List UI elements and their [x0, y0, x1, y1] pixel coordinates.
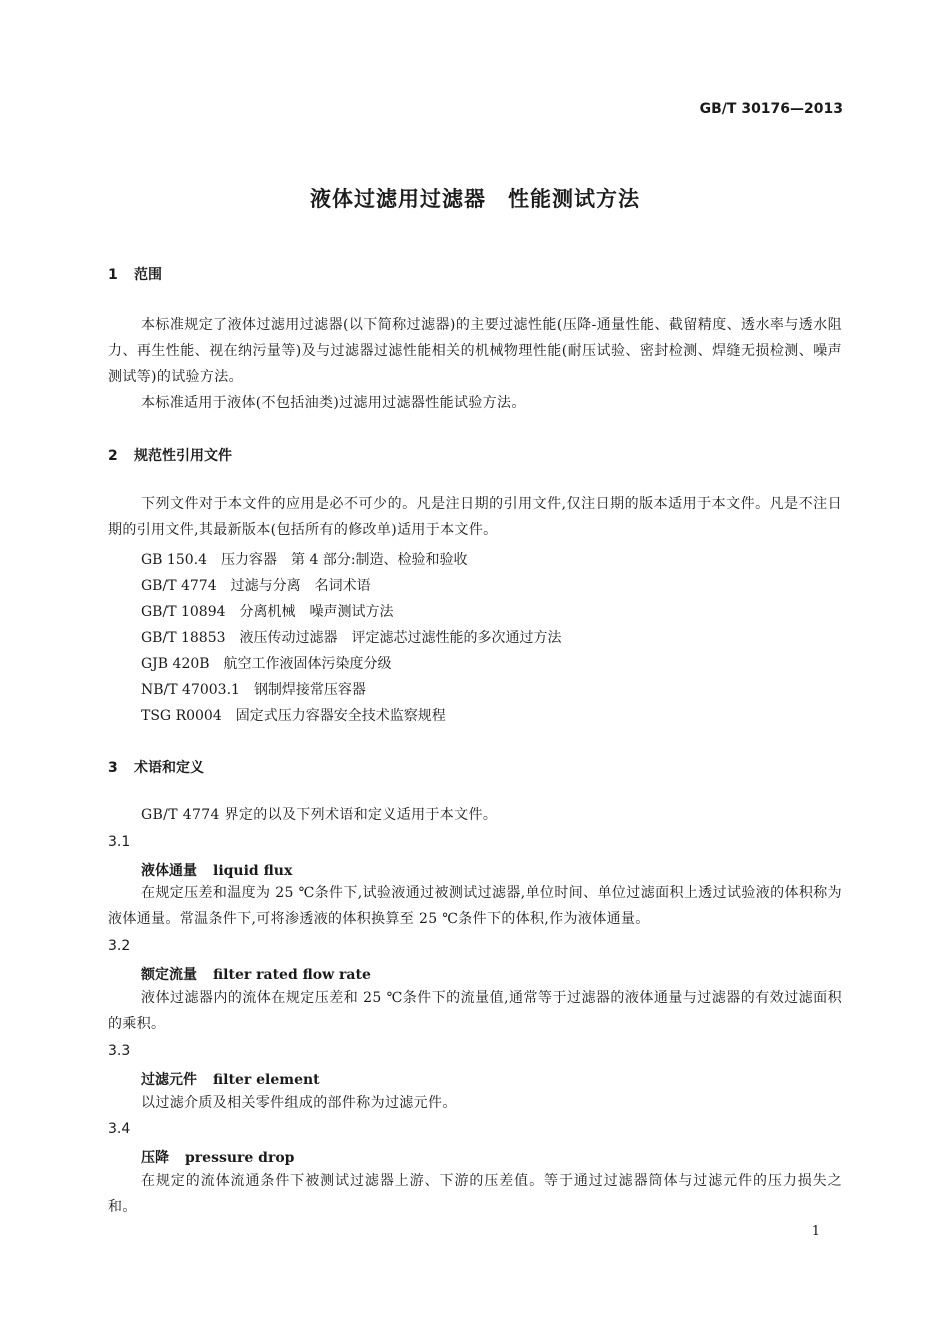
term-definition: 在规定压差和温度为 25 ℃条件下,试验液通过被测试过滤器,单位时间、单位过滤面积上透过试验液的体积称为液体通量。常温条件下,可将渗透液的体积换算至 25 ℃条件下的体积,作为液体通量。: [108, 885, 842, 927]
term-number: 3.4: [108, 1121, 131, 1137]
term-number: 3.3: [108, 1043, 131, 1059]
reference-name: 分离机械 噪声测试方法: [239, 604, 394, 620]
section-title: 范围: [134, 267, 162, 283]
document-title: 液体过滤用过滤器 性能测试方法: [310, 187, 640, 211]
section-number: 3: [108, 760, 118, 776]
reference-name: 航空工作液固体污染度分级: [223, 656, 392, 672]
term-name-zh: 压降: [141, 1150, 169, 1166]
term-definition: 液体过滤器内的流体在规定压差和 25 ℃条件下的流量值,通常等于过滤器的液体通量与过滤器的有效过滤面积的乘积。: [108, 990, 842, 1032]
term-name: [141, 860, 292, 880]
reference-code: GJB 420B: [141, 656, 210, 672]
reference-code: GB/T 10894: [141, 604, 226, 620]
reference-code: GB/T 4774: [141, 578, 217, 594]
section-1-heading: [108, 264, 162, 284]
section-1-paragraph-2: 本标准适用于液体(不包括油类)过滤用过滤器性能试验方法。: [141, 395, 526, 411]
reference-item: [141, 601, 394, 621]
term-definition: 以过滤介质及相关零件组成的部件称为过滤元件。: [141, 1095, 457, 1111]
standard-number: GB/T 30176—2013: [699, 101, 843, 117]
section-3-heading: [108, 757, 204, 777]
section-title: 术语和定义: [134, 760, 204, 776]
reference-code: GB/T 18853: [141, 630, 226, 646]
reference-name: 过滤与分离 名词术语: [230, 578, 371, 594]
section-2-paragraph-1: 下列文件对于本文件的应用是必不可少的。凡是注日期的引用文件,仅注日期的版本适用于本文件。凡是不注日期的引用文件,其最新版本(包括所有的修改单)适用于本文件。: [108, 496, 842, 538]
section-3-intro: GB/T 4774 界定的以及下列术语和定义适用于本文件。: [141, 807, 498, 823]
section-1-paragraph-1: 本标准规定了液体过滤用过滤器(以下简称过滤器)的主要过滤性能(压降-通量性能、截留精度、透水率与透水阻力、再生性能、视在纳污量等)及与过滤器过滤性能相关的机械物理性能(耐压试验、密封检测、焊缝无损检测、噪声测试等)的试验方法。: [108, 317, 842, 385]
section-number: 2: [108, 448, 118, 464]
reference-item: [141, 679, 366, 699]
term-name-en: liquid flux: [213, 863, 293, 879]
term-name-zh: 液体通量: [141, 863, 197, 879]
page-number: 1: [811, 1224, 820, 1239]
reference-item: [141, 549, 468, 569]
term-name: [141, 1069, 320, 1089]
reference-item: [141, 653, 392, 673]
term-definition: 在规定的流体流通条件下被测试过滤器上游、下游的压差值。等于通过过滤器筒体与过滤元件的压力损失之和。: [108, 1173, 842, 1215]
term-number: 3.2: [108, 938, 131, 954]
term-name: [141, 964, 371, 984]
reference-item: [141, 575, 371, 595]
term-name-zh: 过滤元件: [141, 1072, 197, 1088]
reference-item: [141, 627, 562, 647]
section-2-heading: [108, 445, 232, 465]
term-name-en: pressure drop: [185, 1150, 295, 1166]
reference-name: 液压传动过滤器 评定滤芯过滤性能的多次通过方法: [239, 630, 562, 646]
reference-name: 压力容器 第 4 部分:制造、检验和验收: [221, 552, 468, 568]
section-title: 规范性引用文件: [134, 448, 232, 464]
reference-code: GB 150.4: [141, 552, 208, 568]
term-name-en: filter rated flow rate: [213, 967, 371, 983]
section-number: 1: [108, 267, 118, 283]
reference-name: 钢制焊接常压容器: [253, 682, 366, 698]
term-name: [141, 1147, 294, 1167]
term-name-zh: 额定流量: [141, 967, 197, 983]
reference-name: 固定式压力容器安全技术监察规程: [235, 708, 446, 724]
reference-code: NB/T 47003.1: [141, 682, 240, 698]
term-number: 3.1: [108, 834, 131, 850]
term-name-en: filter element: [213, 1072, 320, 1088]
reference-item: [141, 705, 446, 725]
reference-code: TSG R0004: [141, 708, 222, 724]
